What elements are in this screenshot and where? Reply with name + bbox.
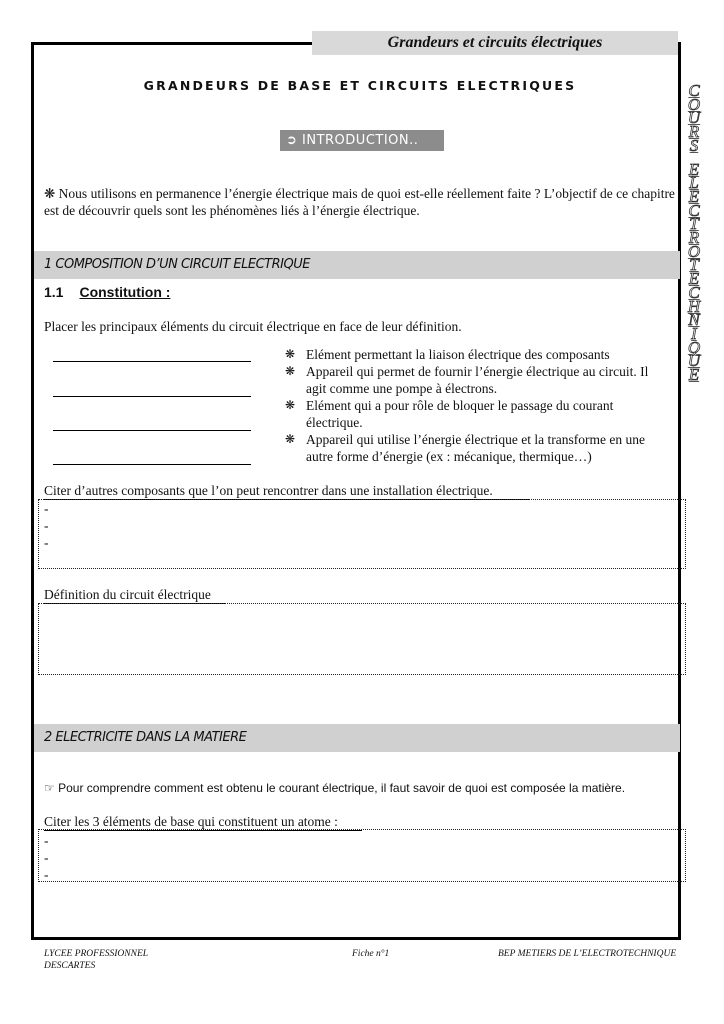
other-components-answer-box[interactable] xyxy=(38,499,686,569)
atom-elements-label: Citer les 3 éléments de base qui constituent un atome : xyxy=(44,813,362,831)
definition-item: ❋ Elément permettant la liaison électrique des composants xyxy=(285,347,610,362)
definitions-list xyxy=(285,346,655,465)
matter-note: ☞ Pour comprendre comment est obtenu le courant électrique, il faut savoir de quoi est composée la matière. xyxy=(44,781,626,795)
flower-bullet-icon: ❋ xyxy=(285,347,296,361)
circuit-definition-label: Définition du circuit électrique xyxy=(44,586,226,604)
introduction-heading xyxy=(280,130,444,151)
intro-paragraph: ❋ Nous utilisons en permanence l’énergie électrique mais de quoi est-elle réellement faite ? L’objectif de ce chapitre est de découvrir quels sont les phénomènes liés à l’énergie électrique. xyxy=(44,186,675,218)
flower-bullet-icon: ❋ xyxy=(285,364,296,378)
other-components-label: Citer d’autres composants que l’on peut rencontrer dans une installation électrique. xyxy=(44,482,530,500)
main-title: GRANDEURS DE BASE ET CIRCUITS ELECTRIQUES xyxy=(143,78,577,93)
atom-elements-dashes: - - - xyxy=(44,833,49,882)
answer-line-1[interactable] xyxy=(53,361,251,362)
section-2-title: 2 ELECTRICITE DANS LA MATIERE xyxy=(44,730,247,745)
circuit-definition-answer-box[interactable] xyxy=(38,603,686,675)
flower-bullet-icon: ❋ xyxy=(285,398,296,412)
definition-item: ❋ Elément qui a pour rôle de bloquer le passage du courant électrique. xyxy=(285,398,614,430)
footer-fiche: Fiche n°1 xyxy=(352,949,390,959)
definition-item: ❋ Appareil qui permet de fournir l’énergie électrique au circuit. Il agit comme une pompe à électrons. xyxy=(285,364,649,396)
answer-line-2[interactable] xyxy=(53,396,251,397)
subsection-1-1 xyxy=(44,284,170,300)
placement-instruction: Placer les principaux éléments du circuit électrique en face de leur définition. xyxy=(44,319,462,334)
answer-line-3[interactable] xyxy=(53,430,251,431)
footer-course: BEP METIERS DE L’ELECTROTECHNIQUE xyxy=(498,949,677,959)
answer-line-4[interactable] xyxy=(53,464,251,465)
definition-item: ❋ Appareil qui utilise l’énergie électrique et la transforme en une autre forme d’énergie (ex : mécanique, thermique…) xyxy=(285,432,645,464)
section-1-title: 1 COMPOSITION D’UN CIRCUIT ELECTRIQUE xyxy=(44,257,310,272)
header-title: Grandeurs et circuits électriques xyxy=(387,34,603,51)
side-vertical-title: C O U R S E L E C T R O T E C H N I Q U E xyxy=(687,81,701,385)
subsection-number: 1.1 xyxy=(44,284,64,300)
subsection-label: Constitution : xyxy=(79,284,171,300)
atom-elements-answer-box[interactable] xyxy=(38,829,686,882)
other-components-dashes: - - - xyxy=(44,501,49,550)
footer-school xyxy=(44,948,148,972)
footer-school-line-1: LYCEE PROFESSIONNEL xyxy=(44,949,149,959)
flower-bullet-icon: ❋ xyxy=(285,432,296,446)
introduction-label: ➲ INTRODUCTION.. xyxy=(286,133,419,148)
footer-school-line-2: DESCARTES xyxy=(44,961,96,971)
